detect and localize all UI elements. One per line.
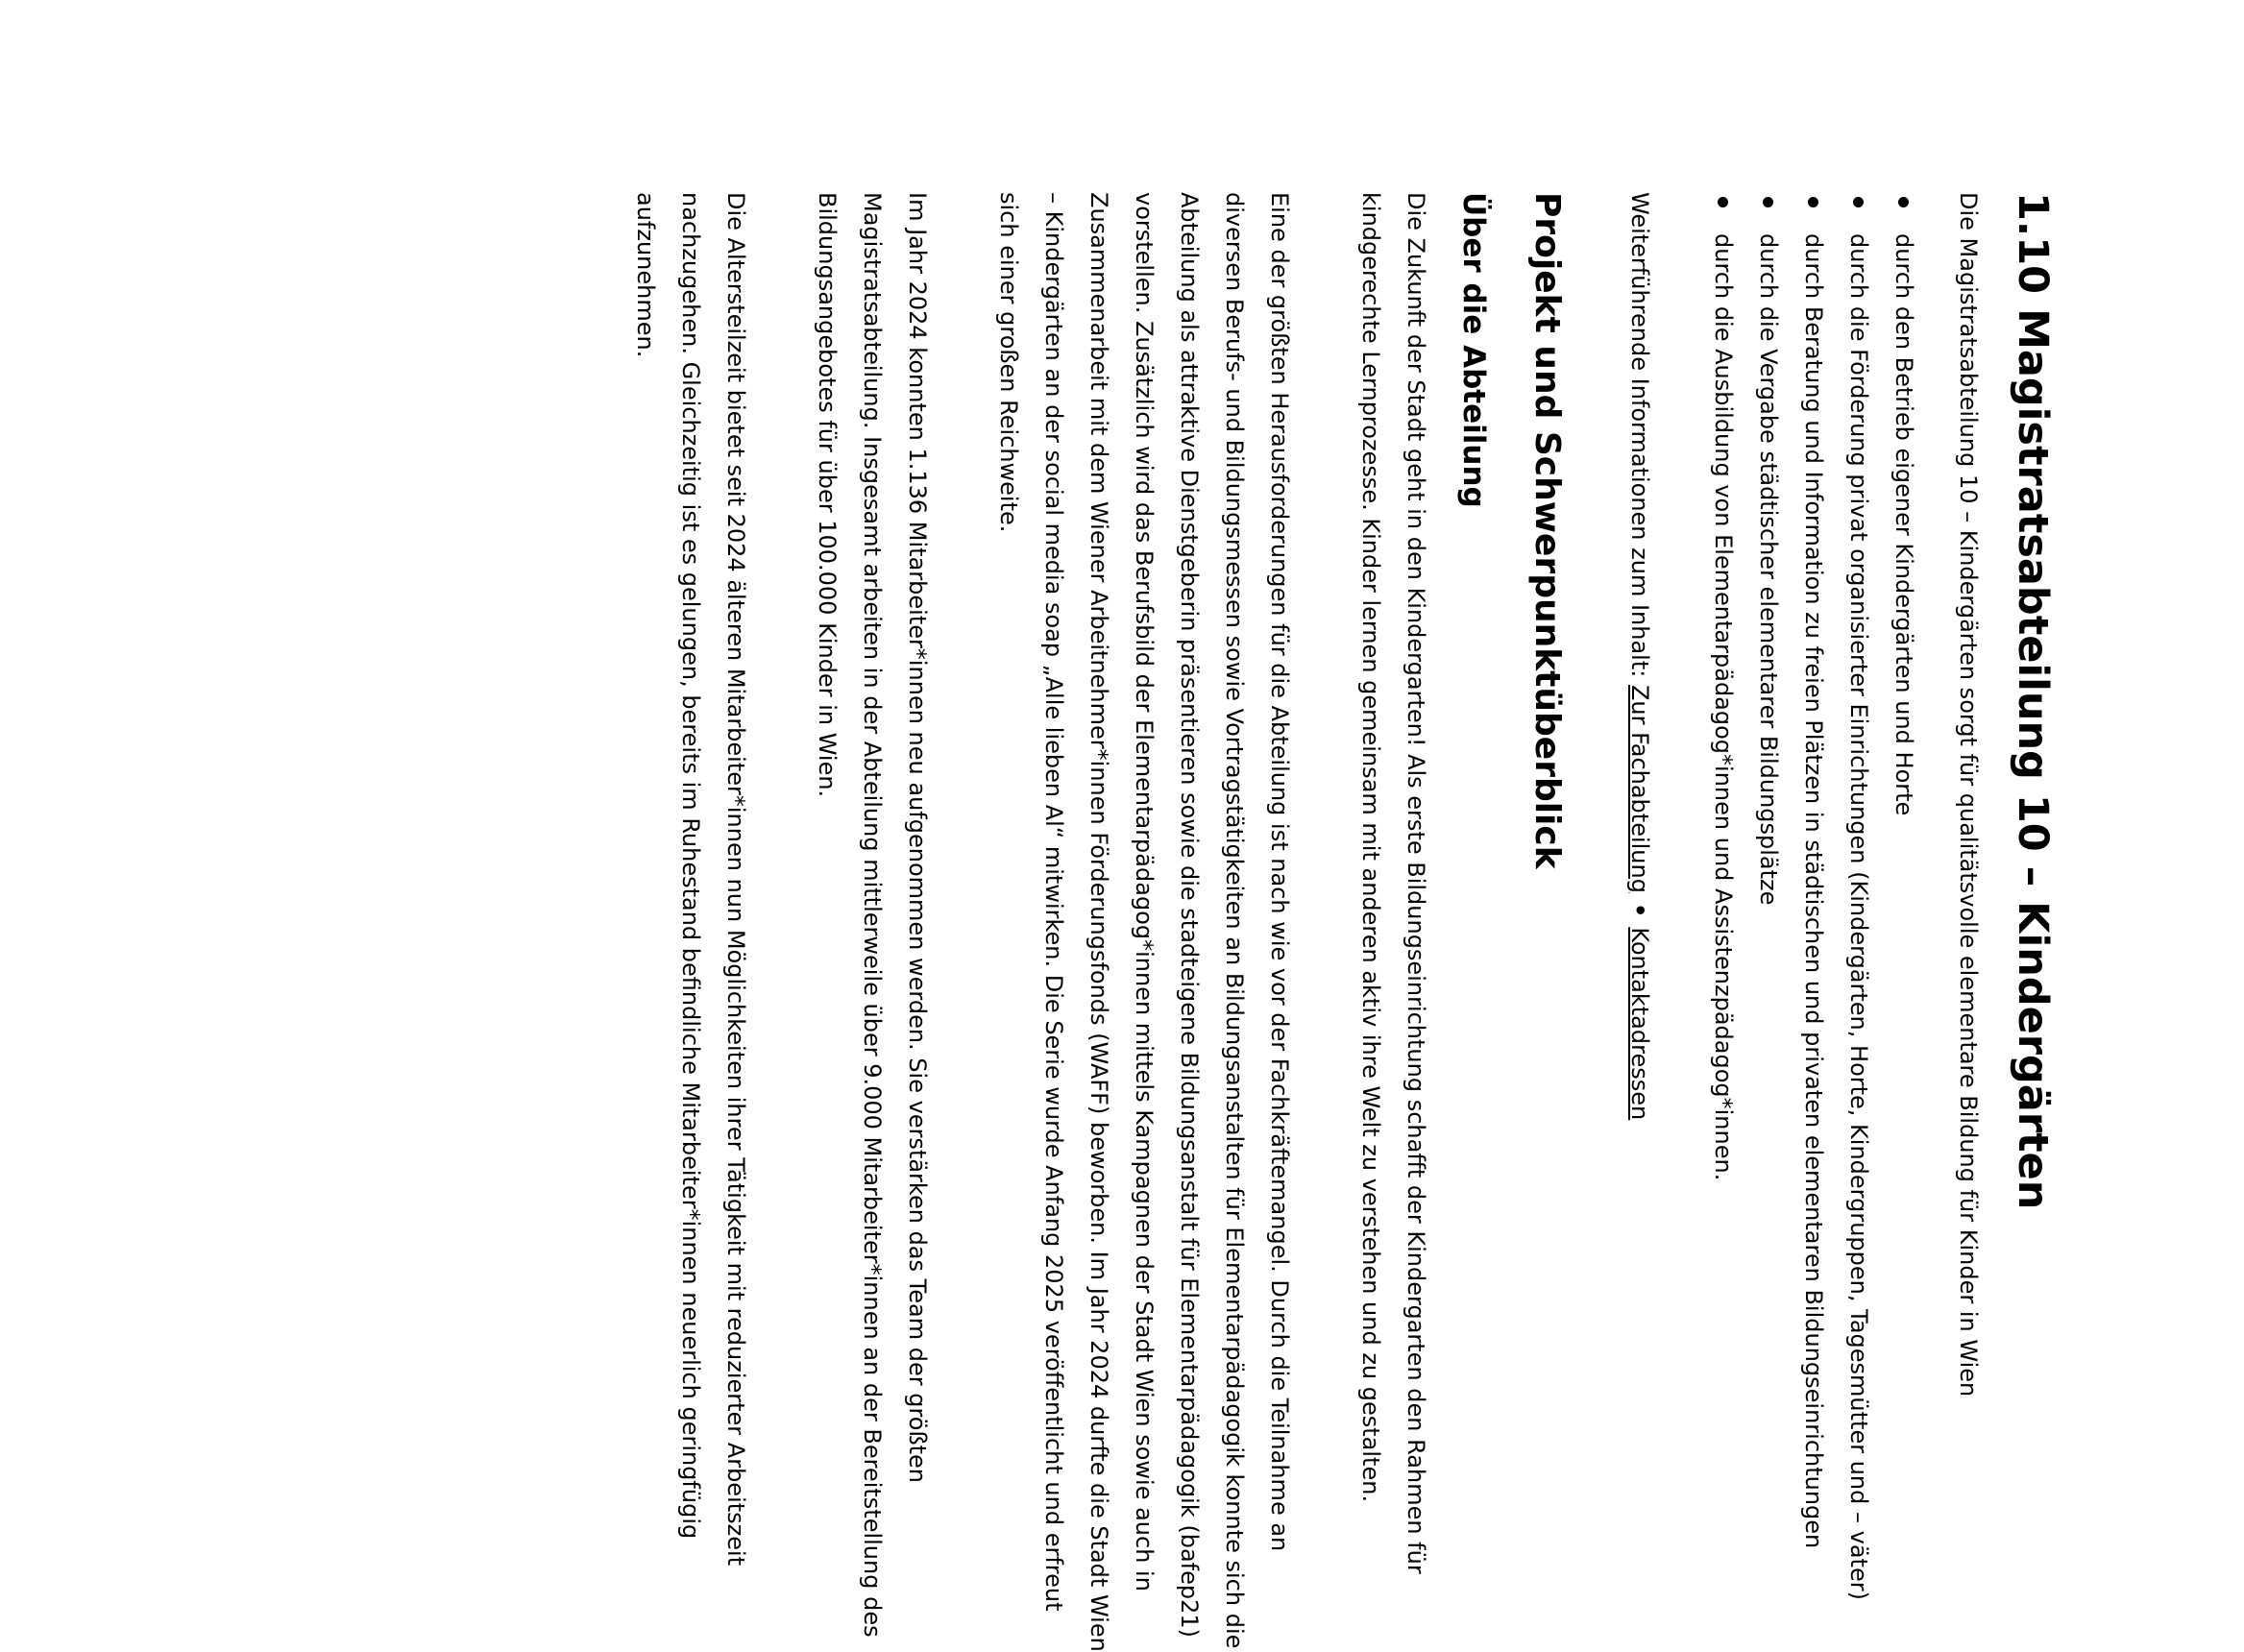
section-title: Projekt und Schwerpunktüberblick: [1527, 192, 1567, 869]
bullet-icon: [1763, 197, 1773, 207]
list-item: [1700, 192, 1745, 1652]
intro-text: Die Magistratsabteilung 10 – Kindergärten sorgt für qualitätsvolle elementare Bildung für Kinder in Wien: [1955, 192, 1982, 1397]
paragraph: Eine der größten Herausforderungen für die Abteilung ist nach wie vor der Fachkräftemangel. Durch die Teilnahme an diversen Berufs- und Bildungsmessen sowie Vortragstätigkeiten an Bildungsanstalten für Elementarpädagogik konnte sich die Abteilung als attraktive Dienstgeberin präsentieren sowie die stadteigene Bildungsanstalt für Elementarpädagogik (bafep21) vorstellen. Zusätzlich wird das Berufsbild der Elementarpädagog*innen mittels Kampagnen der Stadt Wien sowie auch in Zusammenarbeit mit dem Wiener Arbeitnehmer*innen Förderungsfonds (WAFF) beworben. Im Jahr 2024 durfte die Stadt Wien – Kindergärten an der social media soap „Alle lieben Al“ mitwirken. Die Serie wurde Anfang 2025 veröffentlicht und erfreut sich einer großen Reichweite.: [995, 192, 1293, 1652]
list-item-text: durch die Ausbildung von Elementarpädagog*innen und Assistenzpädagog*innen.: [1710, 233, 1737, 1181]
paragraph: Im Jahr 2024 konnten 1.136 Mitarbeiter*innen neu aufgenommen werden. Sie verstärken das Team der größten Magistratsabteilung. Insgesamt arbeiten in der Abteilung mittlerweile über 9.000 Mitarbeiter*innen an der Bereitstellung des Bildungsangebotes für über 100.000 Kinder in Wien.: [814, 192, 931, 1638]
document-content: [576, 192, 2061, 1652]
page-title: 1.10 Magistratsabteilung 10 – Kindergärten: [2009, 192, 2057, 1210]
list-item: [1881, 192, 1926, 1652]
services-list: [1700, 192, 1926, 1652]
list-item-text: durch die Förderung privat organisierter Einrichtungen (Kindergärten, Horte, Kindergruppen, Tagesmütter und – väter): [1845, 233, 1872, 1600]
further-info-label: Weiterführende Informationen zum Inhalt:: [1626, 192, 1653, 678]
subsection-title: Über die Abteilung: [1456, 192, 1491, 508]
further-info-line: [1617, 192, 1662, 1652]
list-item-text: durch Beratung und Information zu freien Plätzen in städtischen und privaten elementaren Bildungseinrichtungen: [1800, 233, 1827, 1549]
fachabteilung-link[interactable]: Zur Fachabteilung: [1626, 684, 1653, 893]
kontaktadressen-link[interactable]: Kontaktadressen: [1626, 927, 1653, 1121]
bullet-icon: [1898, 197, 1909, 207]
list-item-text: durch die Vergabe städtischer elementarer Bildungsplätze: [1755, 233, 1782, 906]
bullet-icon: [1808, 197, 1818, 207]
paragraph: Die Zukunft der Stadt geht in den Kindergarten! Als erste Bildungseinrichtung schafft der Kindergarten den Rahmen für kindgerechte Lernprozesse. Kinder lernen gemeinsam mit anderen aktiv ihre Welt zu verstehen und zu gestalten.: [1357, 192, 1429, 1574]
list-item-text: durch den Betrieb eigener Kindergärten und Horte: [1890, 233, 1917, 816]
list-item: [1791, 192, 1836, 1652]
bullet-icon: [1853, 197, 1864, 207]
list-item: [1836, 192, 1881, 1652]
list-item: [1745, 192, 1791, 1652]
bullet-icon: [1718, 197, 1728, 207]
link-separator: •: [1626, 902, 1653, 918]
paragraph: Die Altersteilzeit bietet seit 2024 älteren Mitarbeiter*innen nun Möglichkeiten ihrer Tätigkeit mit reduzierter Arbeitszeit nachzugehen. Gleichzeitig ist es gelungen, bereits im Ruhestand befindliche Mitarbeiter*innen neuerlich geringfügig aufzunehmen.: [632, 192, 749, 1567]
